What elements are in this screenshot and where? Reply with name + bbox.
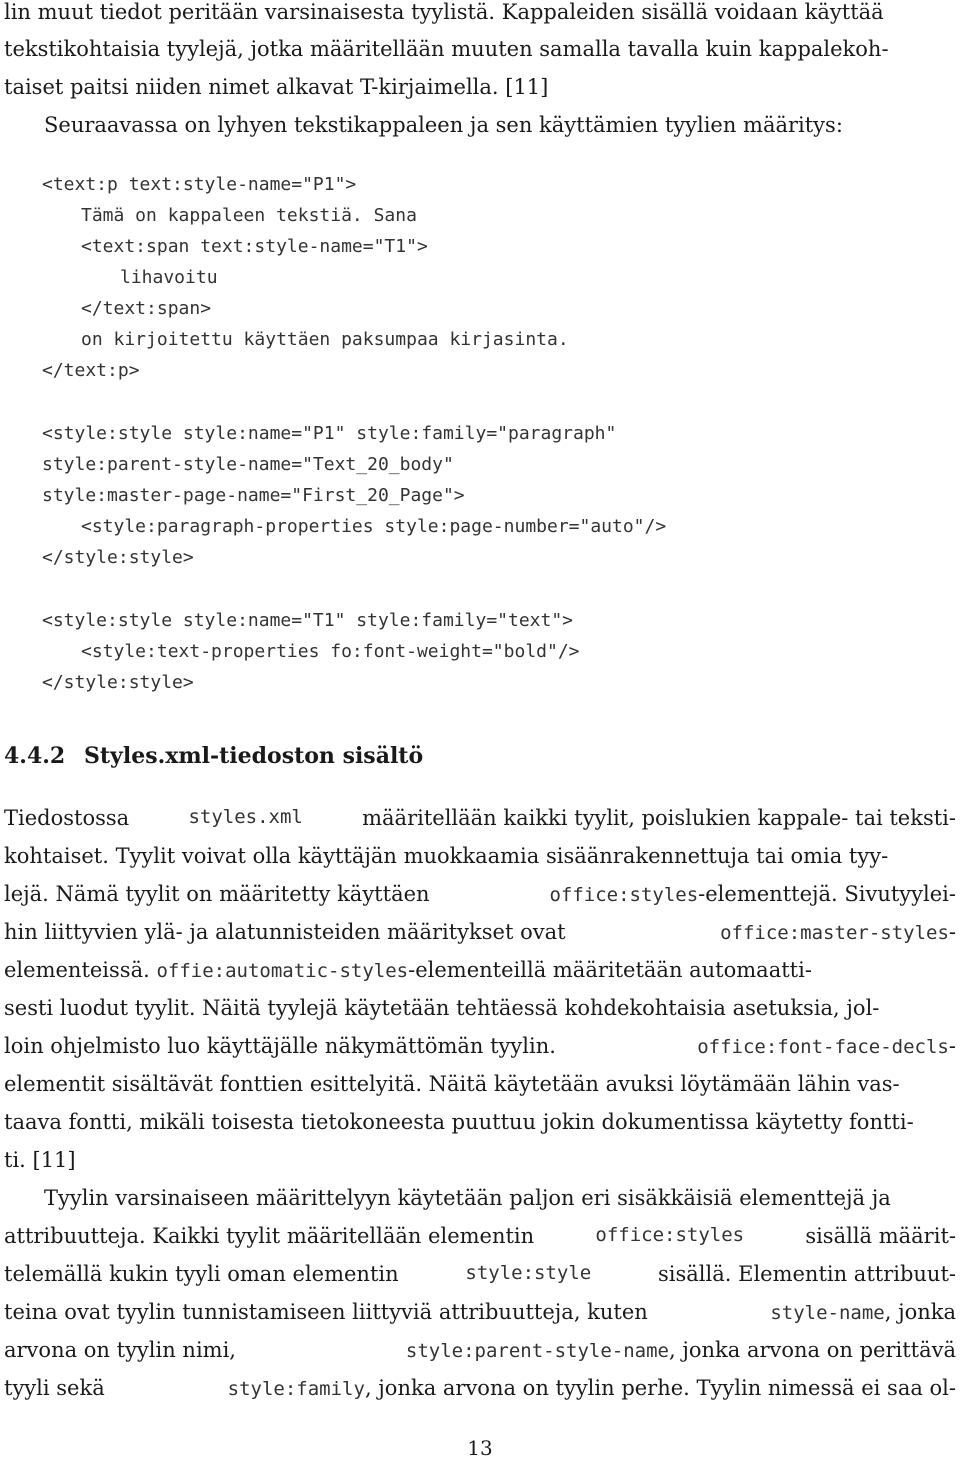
body-line	[4, 1148, 76, 1172]
text-run: hin liittyvien ylä- ja alatunnisteiden määritykset ovat	[4, 920, 566, 944]
body-line	[4, 806, 956, 830]
body-line	[4, 1034, 956, 1058]
body-line	[44, 1186, 956, 1210]
text-run: arvona on tyylin nimi,	[4, 1338, 236, 1362]
text-run: Tiedostossa	[4, 806, 130, 830]
page-number: 13	[467, 1436, 493, 1460]
text-run: loin ohjelmisto luo käyttäjälle näkymättömän tyylin.	[4, 1034, 556, 1058]
code-term: styles.xml	[188, 806, 303, 828]
body-line	[4, 882, 956, 906]
text-run: -elementtejä. Sivutyylei-	[698, 882, 956, 906]
text-run: , jonka arvona on perittävä	[669, 1338, 956, 1362]
text-run: lejä. Nämä tyylit on määritetty käyttäen	[4, 882, 430, 906]
code-term: style-name	[770, 1302, 885, 1324]
code-term: office:styles	[595, 1224, 745, 1246]
code-line: <style:style style:name="T1" style:family="text">	[42, 610, 574, 631]
code-line: <style:style style:name="P1" style:family="paragraph"	[42, 423, 617, 444]
text-run: ti. [11]	[4, 1148, 76, 1172]
code-line: </style:style>	[42, 672, 194, 693]
code-line: </style:style>	[42, 547, 194, 568]
text-run: sisällä. Elementin attribuut-	[658, 1262, 956, 1286]
code-line: lihavoitu	[120, 267, 218, 288]
code-line: style:parent-style-name="Text_20_body"	[42, 454, 454, 475]
body-line	[4, 1110, 956, 1134]
intro-line	[4, 75, 548, 99]
text-run: Seuraavassa on lyhyen tekstikappaleen ja sen käyttämien tyylien määritys:	[44, 113, 843, 137]
code-term: style:style	[465, 1262, 592, 1284]
text-run: taava fontti, mikäli toisesta tietokoneesta puuttuu jokin dokumentissa käytetty fontti-	[4, 1110, 914, 1134]
body-line	[4, 1072, 956, 1096]
section-number: 4.4.2	[4, 743, 66, 769]
code-term: style:family	[227, 1378, 365, 1400]
text-run: lin muut tiedot peritään varsinaisesta tyylistä. Kappaleiden sisällä voidaan käyttää	[4, 0, 884, 24]
code-line: style:master-page-name="First_20_Page">	[42, 485, 465, 506]
code-term: office:master-styles	[720, 922, 949, 944]
body-line	[4, 1300, 956, 1324]
text-run: , jonka arvona on tyylin perhe. Tyylin nimessä ei saa ol-	[364, 1376, 956, 1400]
text-run: tekstikohtaisia tyylejä, jotka määritellään muuten samalla tavalla kuin kappalekoh-	[4, 37, 889, 61]
code-line: Tämä on kappaleen tekstiä. Sana	[81, 205, 417, 226]
code-term: offie:automatic-styles	[156, 960, 409, 982]
body-line	[4, 958, 956, 982]
text-run: teina ovat tyylin tunnistamiseen liittyviä attribuutteja, kuten	[4, 1300, 648, 1324]
text-run: taiset paitsi niiden nimet alkavat T-kirjaimella. [11]	[4, 75, 549, 99]
code-line: <text:span text:style-name="T1">	[81, 236, 428, 257]
body-line	[4, 844, 956, 868]
intro-line	[4, 0, 884, 24]
text-run: , jonka	[884, 1300, 956, 1324]
body-line	[4, 996, 956, 1020]
text-run: elementeissä.	[4, 958, 150, 982]
text-run: -elementeillä määritetään automaatti-	[408, 958, 812, 982]
section-title: Styles.xml-tiedoston sisältö	[84, 743, 424, 769]
code-line: <style:paragraph-properties style:page-number="auto"/>	[81, 516, 667, 537]
code-line: </text:p>	[42, 360, 140, 381]
code-line: <style:text-properties fo:font-weight="bold"/>	[81, 641, 580, 662]
code-term: office:styles	[549, 884, 699, 906]
intro-line	[4, 37, 889, 61]
body-line	[4, 1224, 956, 1248]
text-run: elementit sisältävät fonttien esittelyitä. Näitä käytetään avuksi löytämään lähin vas-	[4, 1072, 900, 1096]
text-run: sisällä määrit-	[805, 1224, 956, 1248]
body-line	[4, 1376, 956, 1400]
text-run: attribuutteja. Kaikki tyylit määritellään elementin	[4, 1224, 535, 1248]
intro-line	[44, 113, 843, 137]
text-run: sesti luodut tyylit. Näitä tyylejä käytetään tehtäessä kohdekohtaisia asetuksia, jol-	[4, 996, 880, 1020]
text-run: Tyylin varsinaiseen määrittelyyn käytetään paljon eri sisäkkäisiä elementtejä ja	[44, 1186, 891, 1210]
code-term: office:font-face-decls	[697, 1036, 949, 1058]
text-run: telemällä kukin tyyli oman elementin	[4, 1262, 399, 1286]
text-run: -	[948, 920, 956, 944]
body-line	[4, 1262, 956, 1286]
code-line: </text:span>	[81, 298, 212, 319]
code-line: on kirjoitettu käyttäen paksumpaa kirjasinta.	[81, 329, 569, 350]
text-run: tyyli sekä	[4, 1376, 105, 1400]
text-run: määritellään kaikki tyylit, poislukien kappale- tai teksti-	[362, 806, 956, 830]
section-heading	[4, 743, 423, 769]
code-term: style:parent-style-name	[405, 1340, 669, 1362]
code-line: <text:p text:style-name="P1">	[42, 174, 357, 195]
text-run: kohtaiset. Tyylit voivat olla käyttäjän muokkaamia sisäänrakennettuja tai omia tyy-	[4, 844, 889, 868]
body-line	[4, 1338, 956, 1362]
text-run: -	[948, 1034, 956, 1058]
body-line	[4, 920, 956, 944]
